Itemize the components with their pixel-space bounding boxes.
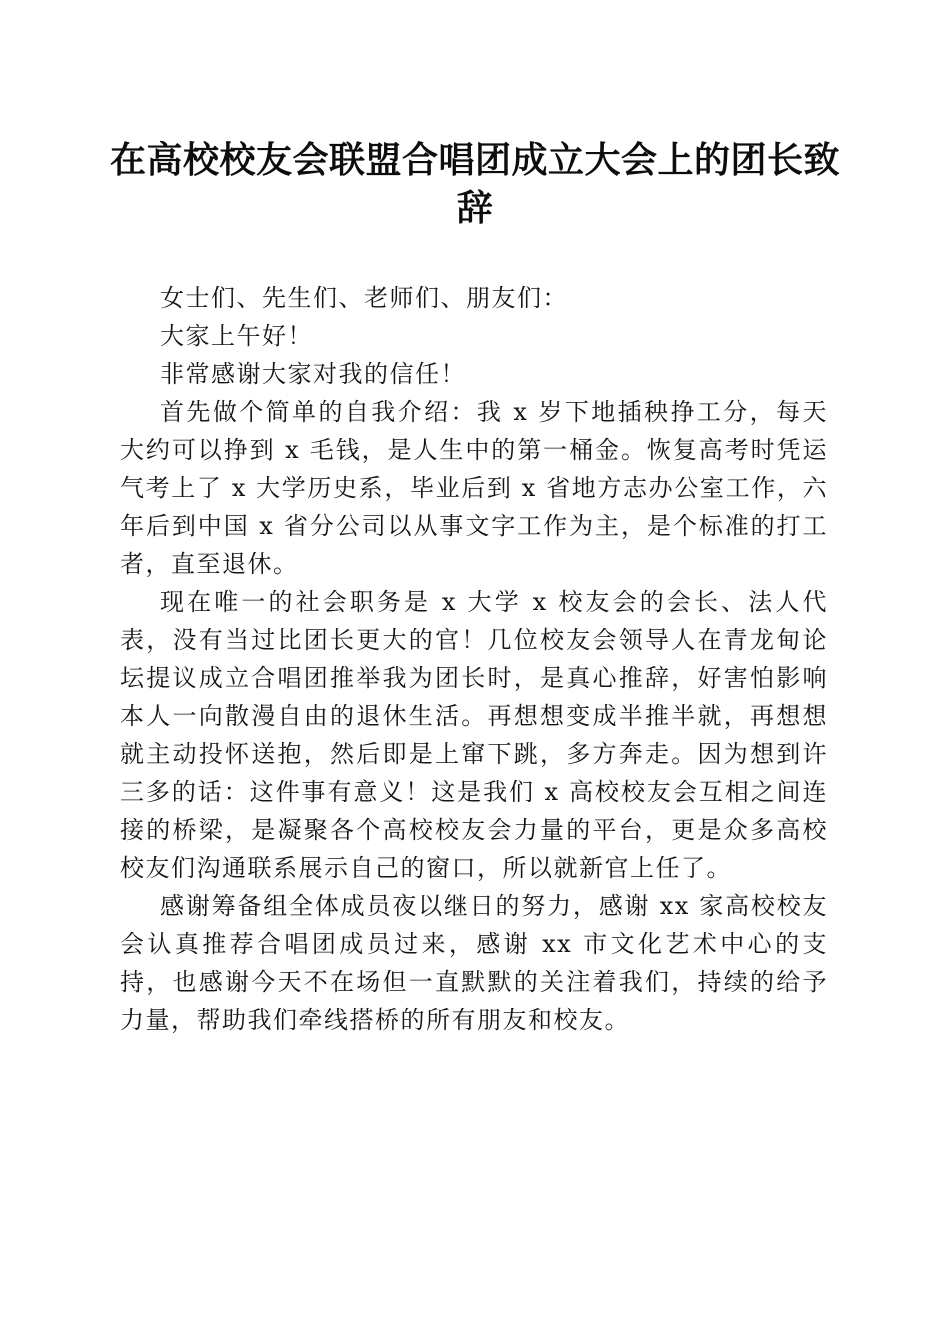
paragraph-greeting: 女士们、先生们、老师们、朋友们： — [160, 284, 568, 312]
paragraph-introduction: 首先做个简单的自我介绍：我 x 岁下地插秧挣工分，每天大约可以挣到 x 毛钱，是人生中的第一桶金。恢复高考时凭运气考上了 x 大学历史系，毕业后到 x 省地方志办公室工作，六年后到中国 x 省分公司以从事文字工作为主，是个标准的打工者，直至退休。 — [120, 398, 828, 578]
document-title: 在高校校友会联盟合唱团成立大会上的团长致辞 — [109, 139, 840, 229]
paragraph-acknowledgements: 感谢筹备组全体成员夜以继日的努力，感谢 xx 家高校校友会认真推荐合唱团成员过来，感谢 xx 市文化艺术中心的支持，也感谢今天不在场但一直默默的关注着我们，持续的给予力量，帮助我们牵线搭桥的所有朋友和校友。 — [120, 892, 828, 1034]
paragraph-thanks: 非常感谢大家对我的信任！ — [160, 360, 466, 388]
document-body — [120, 279, 828, 1039]
paragraph-current-role: 现在唯一的社会职务是 x 大学 x 校友会的会长、法人代表，没有当过比团长更大的官！几位校友会领导人在青龙甸论坛提议成立合唱团推举我为团长时，是真心推辞，好害怕影响本人一向散漫自由的退休生活。再想想变成半推半就，再想想就主动投怀送抱，然后即是上窜下跳，多方奔走。因为想到许三多的话：这件事有意义！这是我们 x 高校校友会互相之间连接的桥梁，是凝聚各个高校校友会力量的平台，更是众多高校校友们沟通联系展示自己的窗口，所以就新官上任了。 — [120, 588, 828, 882]
paragraph-good-morning: 大家上午好！ — [160, 322, 313, 350]
